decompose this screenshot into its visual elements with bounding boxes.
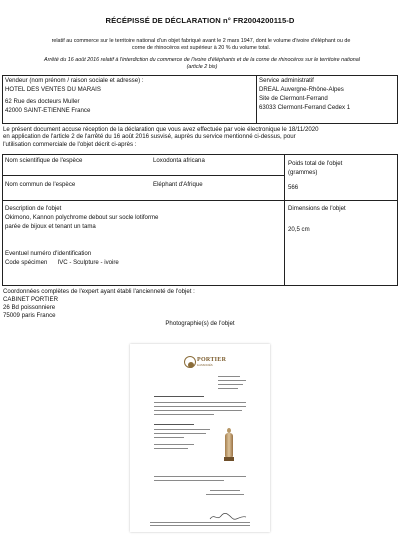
seller-city: 42000 SAINT-ETIENNE France (5, 107, 91, 114)
table-column-divider (284, 154, 285, 286)
dimensions-value: 20,5 cm (288, 226, 310, 233)
description-line-1: Okimono, Kannon polychrome debout sur socle lotiforme (5, 214, 159, 221)
object-photo (130, 344, 270, 532)
service-site: Site de Clermont-Ferrand (259, 95, 328, 102)
dimensions-label: Dimensions de l'objet (288, 205, 346, 212)
intro-line-2: corne de rhinocéros est supérieur à 20 % du volume total. (131, 44, 271, 51)
common-name-value: Eléphant d'Afrique (153, 181, 203, 188)
identification-label: Eventuel numéro d'identification (5, 250, 92, 257)
expert-street: 26 Bd poissonniere (3, 304, 56, 311)
description-label: Description de l'objet (5, 205, 62, 212)
expert-label: Coordonnées complètes de l'expert ayant établi l'ancienneté de l'objet : (3, 288, 195, 295)
decree-reference (6, 57, 398, 70)
seller-street: 62 Rue des docteurs Muller (5, 98, 80, 105)
portier-logo (184, 354, 227, 372)
weight-label-1: Poids total de l'objet (288, 160, 343, 167)
scientific-name-label: Nom scientifique de l'espèce (5, 157, 83, 164)
service-name: DREAL Auvergne-Rhône-Alpes (259, 86, 344, 93)
notice-line-1: Le présent document accuse réception de la déclaration que vous avez effectuée par voie électronique le 18/11/2020 (3, 126, 319, 133)
expert-name: CABINET PORTIER (3, 296, 58, 303)
document-title: RÉCÉPISSÉ DE DÉCLARATION n° FR2004200115-D (105, 16, 295, 25)
seller-service-divider (256, 75, 257, 124)
logo-brand-sub: & ASSOCIÉS (197, 364, 213, 367)
notice-line-3: l'utilisation commerciale de l'objet décrit ci-après : (3, 140, 137, 148)
seller-label: Vendeur (nom prénom / raison sociale et adresse) : (5, 77, 144, 84)
identification-value: Code spécimen IVC - Sculpture - ivoire (5, 259, 119, 266)
intro-line-1: relatif au commerce sur le territoire national d'un objet fabriqué avant le 2 mars 1947, dont le volume d'ivoire d'éléphant ou de (51, 38, 351, 44)
weight-label-2: (grammes) (288, 169, 318, 176)
description-line-2: parée de bijoux et tenant un tama (5, 223, 96, 230)
table-row-divider-1 (2, 175, 284, 176)
photo-section-title: Photographie(s) de l'objet (165, 320, 235, 327)
logo-ring-icon (184, 356, 196, 368)
scientific-name-value: Loxodonta africana (153, 157, 205, 164)
table-row-divider-2 (2, 200, 398, 201)
signature-mark (208, 512, 248, 522)
decree-line-1: Arrêté du 16 août 2016 relatif à l'interdiction du commerce de l'ivoire d'éléphants et de la corne de rhinocéros sur le territoire national (44, 57, 360, 63)
decree-line-2: (article 2 bis) (186, 63, 218, 70)
common-name-label: Nom commun de l'espèce (5, 181, 76, 188)
declaration-notice (3, 126, 395, 148)
logo-brand: PORTIER (197, 357, 227, 363)
ivory-statue-image (224, 428, 234, 462)
notice-line-2: en application de l'article 2 de l'arrêté du 16 août 2016 susvisé, auprès du service mentionné ci-dessus, pour (3, 133, 296, 141)
intro-text (14, 38, 388, 51)
weight-value: 566 (288, 184, 299, 191)
service-label: Service administratif (259, 77, 314, 84)
service-city: 63033 Clermont-Ferrand Cedex 1 (259, 104, 351, 111)
seller-name: HOTEL DES VENTES DU MARAIS (5, 86, 101, 93)
expert-city: 75009 paris France (3, 312, 56, 319)
